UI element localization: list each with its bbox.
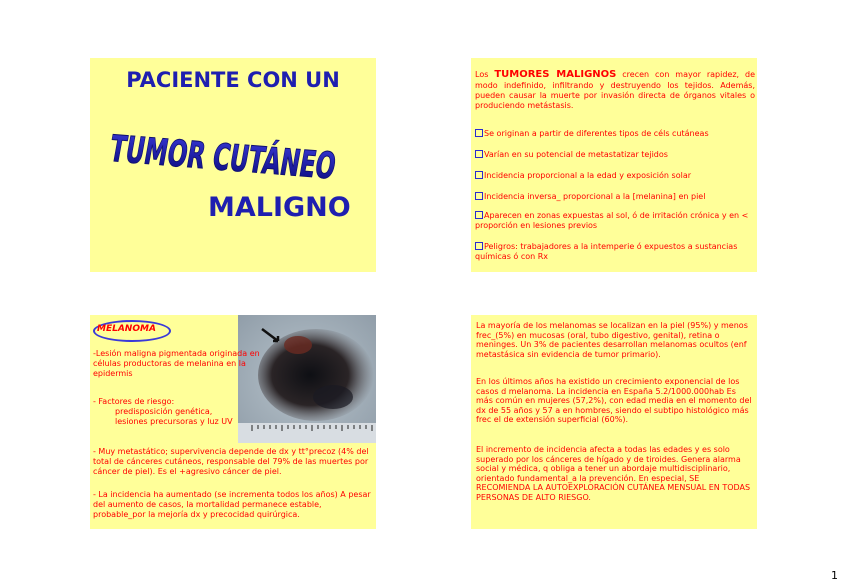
intro-strong: TUMORES MALIGNOS [494, 69, 617, 80]
paragraph-prevention: El incremento de incidencia afecta a todas las edades y es solo superado por los cánceres de hígado y de tiroides. Genera alarma social y médica, q obliga a tener un abordaje multidisciplinario, orientado fundamental_a la prevención. En especial, SE RECOMIENDA LA AUTOEXPLORACIÓN CUTÁNEA MENSUAL EN TODAS PERSONAS DE ALTO RIESGO. [476, 445, 751, 502]
title-line-2: TUMOR CUTÁNEO [106, 126, 466, 198]
slide-melanoma-epidemiology [471, 315, 757, 529]
bullet-item: Varían en su potencial de metastatizar tejidos [475, 150, 755, 160]
paragraph-metastatic: - Muy metastático; supervivencia depende de dx y tt°precoz (4% del total de cánceres cutáneos, responsable del 79% de las muertes por cáncer de piel). Es el +agresivo cáncer de piel. [93, 447, 369, 476]
bullet-item: Peligros: trabajadores a la intemperie ó expuestos a sustancias químicas ó con Rx [475, 242, 738, 261]
checkbox-bullet-icon [475, 242, 483, 250]
paragraph-definition: -Lesión maligna pigmentada originada en células productoras de melanina en la epidermis [93, 349, 260, 378]
slide-tumores-malignos [471, 58, 757, 272]
checkbox-bullet-icon [475, 150, 483, 158]
checkbox-bullet-icon [475, 129, 483, 137]
slide-melanoma [90, 315, 376, 529]
slide-title: MELANOMA [97, 324, 156, 334]
title-line-1: PACIENTE CON UN [126, 68, 340, 92]
checkbox-bullet-icon [475, 192, 483, 200]
checkbox-bullet-icon [475, 211, 483, 219]
page-number: 1 [831, 569, 838, 582]
bullet-item: Se originan a partir de diferentes tipos de céls cutáneas [475, 129, 755, 139]
checkbox-bullet-icon [475, 171, 483, 179]
risk-factors: - Factores de riesgo: predisposición genética, lesiones precursoras y luz UV [93, 397, 233, 426]
paragraph-growth: En los últimos años ha existido un crecimiento exponencial de los casos d melanoma. La incidencia en España 5.2/1000.000hab Es más común en mujeres (57,2%), con edad media en el momento del dx de 55 años y 57 a en hombres, siendo el subtipo histológico más frec el de extensión superficial (60%). [476, 377, 752, 425]
bullet-item: Incidencia proporcional a la edad y exposición solar [475, 171, 755, 181]
slide-title [90, 58, 466, 272]
bullet-item: Aparecen en zonas expuestas al sol, ó de irritación crónica y en < proporción en lesiones previos [475, 211, 749, 230]
wordart-title [100, 114, 466, 198]
intro-paragraph: Los TUMORES MALIGNOS crecen con mayor rapidez, de modo indefinido, infiltrando y destruyendo los tejidos. Además, pueden causar la muerte por invasión directa de órganos vitales o produciendo metástasis. [475, 69, 755, 110]
title-line-3: MALIGNO [208, 192, 351, 223]
bullet-item: Incidencia inversa_ proporcional a la [melanina] en piel [475, 192, 755, 202]
paragraph-incidence: - La incidencia ha aumentado (se incrementa todos los años) A pesar del aumento de casos, la mortalidad permanece estable, probable_por la mejoría dx y precocidad quirúrgica. [93, 490, 371, 519]
melanoma-photo [238, 315, 376, 443]
paragraph-location: La mayoría de los melanomas se localizan en la piel (95%) y menos frec_(5%) en mucosas (oral, tubo digestivo, genital), retina o meninges. Un 3% de pacientes desarrollan melanomas ocultos (enf metastásica sin evidencia de tumor primario). [476, 321, 748, 359]
